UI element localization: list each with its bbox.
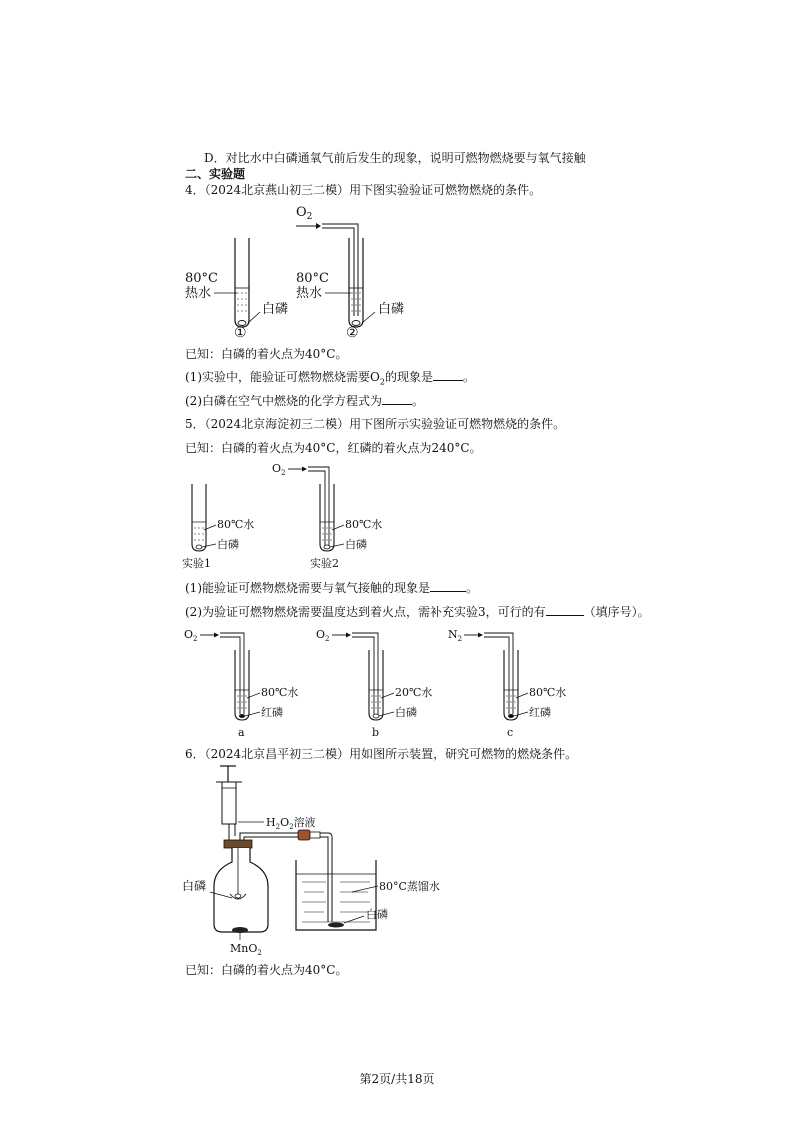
option-a-water: 80℃水 [261,686,299,699]
q6-h2o2-label: $H_2O_2$溶液 [266,816,316,831]
q5-label-1: 实验1 [182,557,211,570]
q5-sub1: (1)能验证可燃物燃烧需要与氧气接触的现象是 。 [185,581,479,595]
q4-stem: 4．（2024北京燕山初三二模）用下图实验验证可燃物燃烧的条件。 [185,183,542,197]
option-c-label: c [507,726,514,739]
q6-water-label: 80°C蒸馏水 [379,880,440,893]
q5-o2: $O_2$ [272,462,286,477]
q4-known: 已知：白磷的着火点为40°C。 [185,347,348,361]
answer-blank[interactable] [430,580,466,592]
answer-blank[interactable] [382,393,412,405]
q3-option-d: D．对比水中白磷通氧气前后发生的现象，说明可燃物燃烧要与氧气接触 [204,151,586,165]
q6-figure [180,762,460,958]
option-b-water: 20℃水 [395,686,433,699]
option-c-water: 80℃水 [529,686,567,699]
q4-figure [180,200,440,342]
test-tube-1 [235,238,249,327]
q4-num-2: ② [346,325,359,341]
test-tube-exp2 [320,484,334,551]
q4-sub2: (2)白磷在空气中燃烧的化学方程式为 。 [185,394,425,408]
option-b-gas: $O_2$ [316,628,330,643]
q4-temp-1: 80°C [185,271,218,286]
q5-water-2: 80℃水 [345,518,383,531]
test-tube-2 [349,238,363,327]
q5-phosphorus-2: 白磷 [345,538,367,551]
q4-water-2: 热水 [296,286,323,301]
q6-stem: 6．（2024北京昌平初三二模）用如图所示装置，研究可燃物的燃烧条件。 [185,747,578,761]
q4-phosphorus-1: 白磷 [262,302,289,317]
q4-sub1: (1)实验中，能验证可燃物燃烧需要$O_2$的现象是 。 [185,370,475,387]
q5-known: 已知：白磷的着火点为40°C，红磷的着火点为240°C。 [185,441,482,455]
q6-phosphorus-left: 白磷 [182,879,207,893]
answer-blank[interactable] [433,369,463,381]
option-b-phosphorus: 白磷 [395,706,417,719]
option-a-phosphorus: 红磷 [261,706,283,719]
option-a-gas: $O_2$ [184,628,198,643]
q5-figure [180,460,410,572]
q5-water-1: 80℃水 [217,518,255,531]
option-b-label: b [372,726,380,739]
option-b-apparatus [316,628,394,720]
q4-num-1: ① [234,325,247,341]
section-title: 二、实验题 [185,167,246,181]
q5-label-2: 实验2 [310,557,339,570]
test-tube-exp1 [192,484,206,551]
option-a-apparatus [184,628,260,720]
option-c-phosphorus: 红磷 [529,706,551,719]
q6-mno2-label: MnO$_2$ [230,942,262,957]
beaker [296,860,376,930]
q6-known: 已知：白磷的着火点为40°C。 [185,963,348,977]
q5-stem: 5．（2024北京海淀初三二模）用下图所示实验验证可燃物燃烧的条件。 [185,417,566,431]
q5-options-figure [180,622,600,744]
q5-phosphorus-1: 白磷 [217,538,239,551]
q4-temp-2: 80°C [296,271,329,286]
page-footer: 第2页/共18页 [359,1072,435,1086]
option-a-label: a [238,726,245,739]
q5-sub2: (2)为验证可燃物燃烧需要温度达到着火点，需补充实验3，可行的有 （填序号）。 [185,605,650,619]
syringe [216,766,242,840]
q4-o2: $O_2$ [296,205,313,222]
q4-phosphorus-2: 白磷 [378,302,405,317]
q6-phosphorus-right: 白磷 [366,908,388,921]
option-c-gas: $N_2$ [448,628,463,643]
answer-blank[interactable] [546,604,584,616]
option-c-apparatus [448,628,528,720]
reaction-flask [214,848,268,933]
q4-water-1: 热水 [185,286,212,301]
